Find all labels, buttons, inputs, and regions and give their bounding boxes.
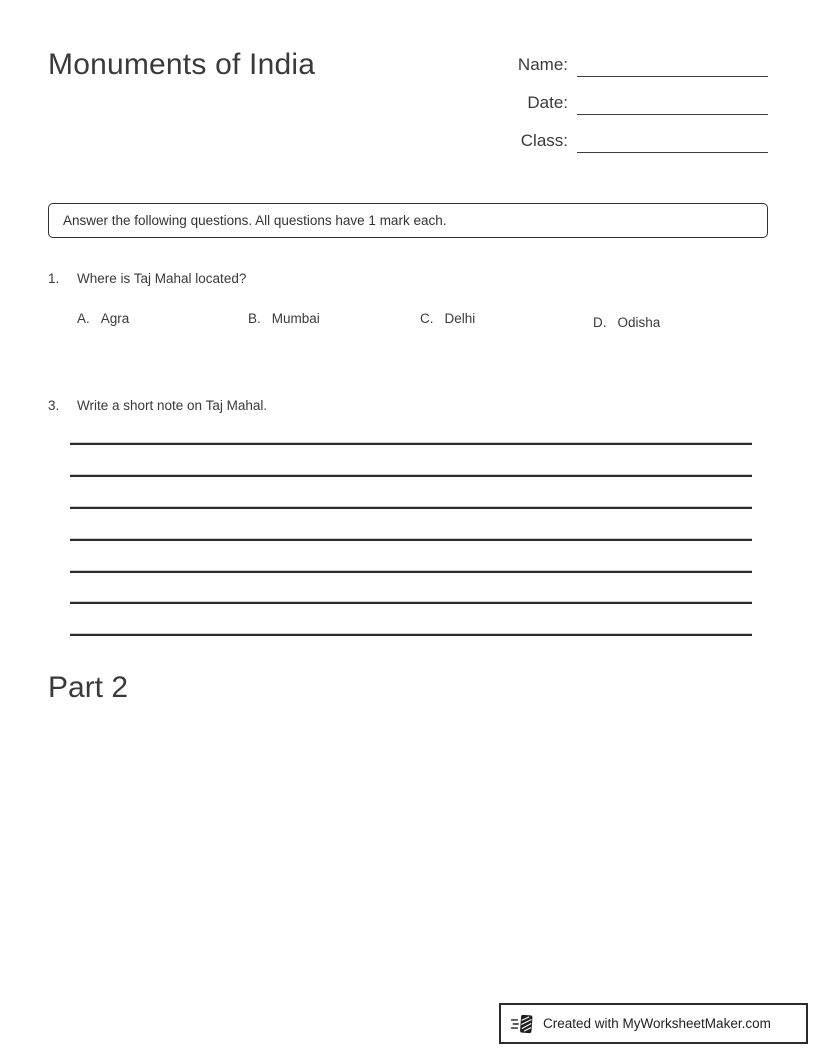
option-a-text: Agra [100, 311, 130, 326]
question-3-number: 3. [48, 398, 60, 413]
class-field-row [476, 126, 768, 153]
question-1-number: 1. [48, 271, 60, 286]
option-c-letter: C. [420, 311, 434, 326]
option-a-letter: A. [77, 311, 90, 326]
class-field-label: Class: [520, 131, 568, 150]
date-field-label: Date: [527, 93, 568, 112]
answer-line[interactable] [70, 474, 752, 477]
question-1-option-d[interactable] [593, 315, 660, 330]
name-field-row [476, 50, 768, 77]
date-field-line[interactable] [577, 114, 768, 115]
answer-line[interactable] [70, 570, 752, 573]
footer-text: Created with MyWorksheetMaker.com [543, 1016, 771, 1031]
answer-line[interactable] [70, 633, 752, 636]
answer-line[interactable] [70, 538, 752, 541]
question-1-text: Where is Taj Mahal located? [77, 271, 247, 286]
name-field-line[interactable] [577, 76, 768, 77]
answer-line[interactable] [70, 506, 752, 509]
option-b-letter: B. [248, 311, 261, 326]
page-title: Monuments of India [48, 48, 316, 81]
question-1-option-b[interactable] [248, 311, 320, 326]
option-b-text: Mumbai [271, 311, 320, 326]
class-field-line[interactable] [577, 152, 768, 153]
question-1-option-c[interactable] [420, 311, 475, 326]
instruction-box [48, 203, 768, 238]
answer-line[interactable] [70, 442, 752, 445]
date-field-row [476, 88, 768, 115]
footer-badge[interactable] [499, 1003, 808, 1044]
answer-lines [70, 442, 752, 665]
option-d-letter: D. [593, 315, 607, 330]
worksheet-maker-logo-icon [510, 1011, 536, 1037]
question-1-option-a[interactable] [77, 311, 129, 326]
option-d-text: Odisha [617, 315, 661, 330]
instruction-text: Answer the following questions. All questions have 1 mark each. [63, 213, 447, 228]
part-2-heading: Part 2 [48, 671, 129, 704]
answer-line[interactable] [70, 601, 752, 604]
question-3-text: Write a short note on Taj Mahal. [77, 398, 268, 413]
name-field-label: Name: [517, 55, 568, 74]
option-c-text: Delhi [444, 311, 476, 326]
